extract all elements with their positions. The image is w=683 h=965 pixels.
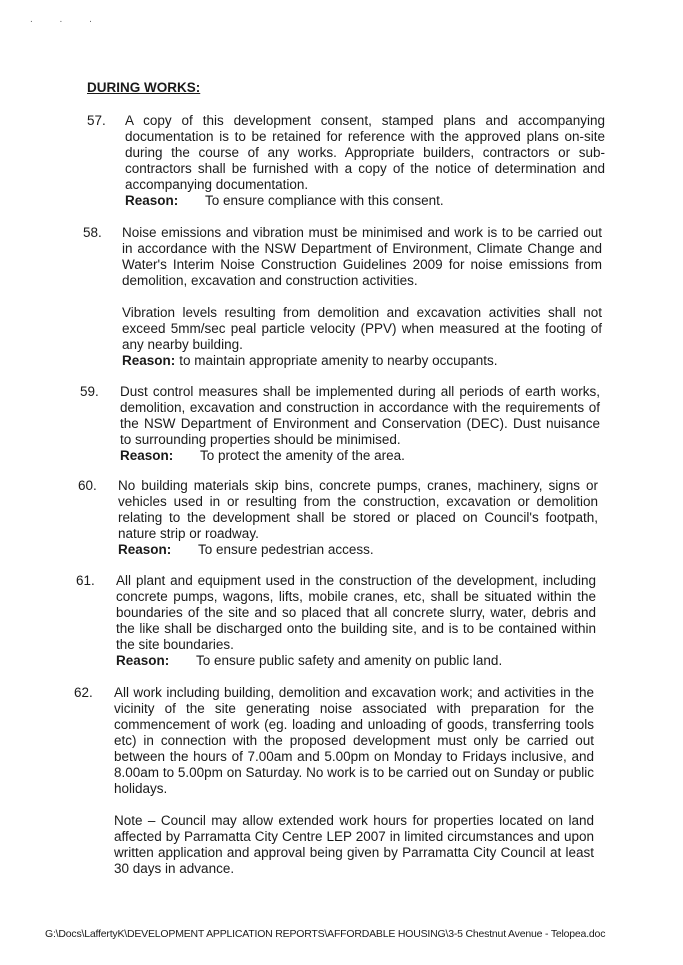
reason-label: Reason: — [116, 653, 170, 668]
reason-label: Reason: — [118, 542, 172, 557]
condition-text: Dust control measures shall be implemented during all periods of earth works, demolition, excavation and construction in accordance with the requirements of the NSW Department of Environment and Conservation (DEC). Dust nuisance to surrounding properties should be minimised. — [120, 384, 600, 447]
condition-text: No building materials skip bins, concrete pumps, cranes, machinery, signs or vehicles used in or resulting from the construction, excavation or demolition relating to the development shall be stored or placed on Council's footpath, nature strip or roadway. — [118, 478, 598, 541]
reason-label: Reason: — [125, 193, 179, 208]
condition-number: 61. — [76, 573, 95, 588]
reason-label: Reason: — [120, 448, 174, 463]
condition-number: 59. — [80, 384, 99, 399]
reason-line — [125, 193, 605, 209]
reason-text: To ensure compliance with this consent. — [205, 193, 444, 208]
condition-text: All work including building, demolition and excavation work; and activities in the vicinity of the site generating noise associated with preparation for the commencement of work (eg. loading and unloading of goods, transferring tools etc) in connection with the proposed development must only be carried out between the hours of 7.00am and 5.00pm on Monday to Fridays inclusive, and 8.00am to 5.00pm on Saturday. No work is to be carried out on Sunday or public holidays. — [114, 685, 594, 796]
condition-text-2: Vibration levels resulting from demolition and excavation activities shall not exceed 5mm/sec peal particle velocity (PPV) when measured at the footing of any nearby building. — [122, 305, 602, 352]
reason-line — [120, 448, 600, 464]
reason-label: Reason: — [122, 353, 176, 368]
reason-line — [122, 353, 602, 369]
reason-line — [116, 653, 596, 669]
condition-number: 62. — [74, 685, 93, 700]
condition-note: Note – Council may allow extended work hours for properties located on land affected by Parramatta City Centre LEP 2007 in limited circumstances and upon written application and approval being given by Parramatta City Council at least 30 days in advance. — [114, 813, 594, 876]
reason-text: to maintain appropriate amenity to nearby occupants. — [179, 353, 498, 368]
condition-text: Noise emissions and vibration must be minimised and work is to be carried out in accordance with the NSW Department of Environment, Climate Change and Water's Interim Noise Construction Guidelines 2009 for noise emissions from demolition, excavation and construction activities. — [122, 225, 602, 288]
reason-text: To protect the amenity of the area. — [200, 448, 405, 463]
reason-line — [118, 542, 598, 558]
condition-number: 60. — [78, 478, 97, 493]
reason-text: To ensure public safety and amenity on public land. — [196, 653, 503, 668]
section-heading: DURING WORKS: — [87, 80, 201, 95]
scan-marks: . . . — [30, 14, 104, 25]
condition-number: 58. — [83, 225, 102, 240]
condition-text: All plant and equipment used in the construction of the development, including concrete pumps, wagons, lifts, mobile cranes, etc, shall be situated within the boundaries of the site and so placed that all concrete slurry, water, debris and the like shall be discharged onto the building site, and is to be contained within the site boundaries. — [116, 573, 596, 652]
footer-file-path: G:\Docs\LaffertyK\DEVELOPMENT APPLICATION REPORTS\AFFORDABLE HOUSING\3-5 Chestnut Avenue - Telopea.doc — [45, 928, 606, 940]
condition-number: 57. — [87, 113, 106, 128]
condition-text: A copy of this development consent, stamped plans and accompanying documentation is to be retained for reference with the approved plans on-site during the course of any works. Appropriate builders, contractors or sub-contractors shall be furnished with a copy of the notice of determination and accompanying documentation. — [125, 113, 605, 192]
reason-text: To ensure pedestrian access. — [198, 542, 374, 557]
